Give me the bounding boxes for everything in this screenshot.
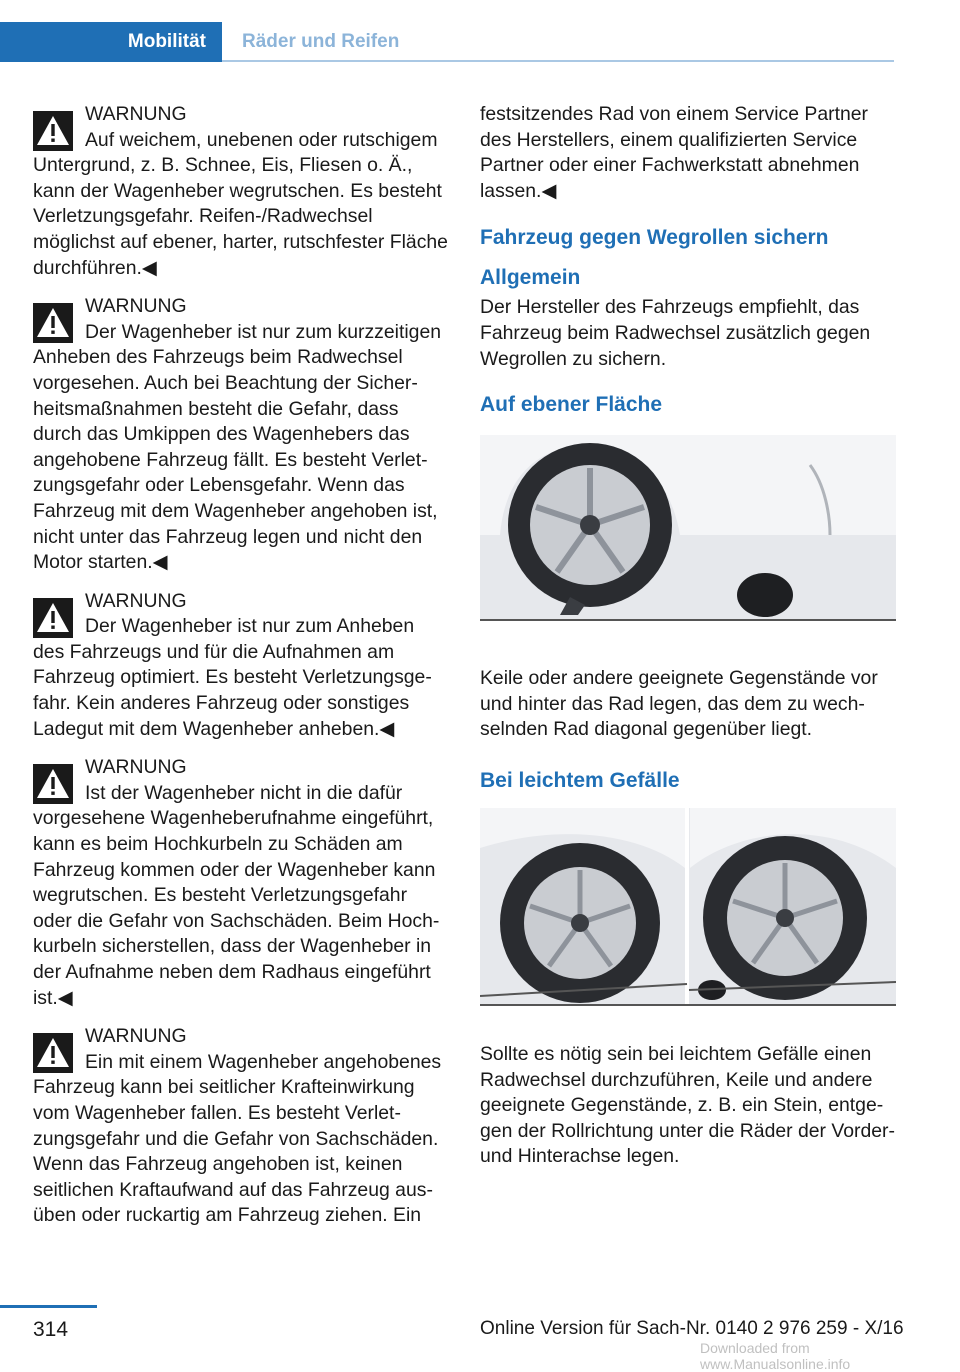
warning-text: Fahrzeug kann bei seitlicher Krafteinwirkung vom Wagenheber fallen. Es besteht Verletzungsgefahr und die Gefahr von Sachschäden. Wenn das Fahrzeug angehoben ist, keinen seitlichen Kraftaufwand auf das Fahrzeug ausüben oder ruckartig am Fahrzeug ziehen. Ein [33,1076,439,1227]
warning-text: des Fahrzeugs und für die Aufnahmen am Fahrzeug optimiert. Es besteht Verletzungsgefahr. Kein anderes Fahrzeug oder sonstiges Ladegut mit dem Wagenheber anheben.◀ [33,640,432,740]
left-column [33,102,449,1242]
general-text: Der Hersteller des Fahrzeugs empfiehlt, das Fahrzeug beim Radwechsel zusätzlich gegen Wegrollen zu sichern. [480,296,871,370]
wheel-chock-slope-image [480,808,896,1006]
continuation-text: festsitzendes Rad von einem Service Partner des Herstellers, einem qualifizierten Service Partner oder einer Fachwerkstatt abnehmen lassen.◀ [480,103,869,202]
slope-text: Sollte es nötig sein bei leichtem Gefälle einen Radwechsel durchzuführen, Keile und andere geeignete Gegenstände, z. B. ein Stein, entgegen der Rollrichtung unter die Räder der Vorder- und Hinterachse legen. [480,1042,895,1168]
warning-label: WARNUNG [85,589,187,612]
subheading-gefaelle: Bei leichtem Gefälle [480,768,680,792]
watermark-text: Downloaded from www.Manualsonline.info [700,1340,851,1372]
warning-block-4 [33,755,449,1011]
warning-text: vorgesehene Wagenheberufnahme eingeführt, kann es beim Hochkurbeln zu Schäden am Fahrzeug kommen oder der Wagenheber kann wegrutschen. Es besteht Verletzungsgefahr oder die Gefahr von Sachschäden. Beim Hochkurbeln sicherstellen, dass der Wagenheber in der Aufnahme neben dem Radhaus eingeführt ist.◀ [33,807,440,1009]
warning-block-5 [33,1024,449,1229]
warning-triangle-icon [33,111,73,151]
subheading-ebene-flaeche: Auf ebener Fläche [480,393,663,417]
warning-block-1 [33,102,449,281]
warning-text: Untergrund, z. B. Schnee, Eis, Fliesen o. Ä., kann der Wagenheber wegrutschen. Es besteht Verletzungsgefahr. Reifen-/Radwechsel möglichst auf ebener, harter, rutschfester Fläche durchführen.◀ [33,154,448,279]
wheel-chock-flat-image [480,435,896,621]
header-rule [222,60,894,62]
warning-text-first: Der Wagenheber ist nur zum Anheben [85,615,415,638]
subheading-allgemein: Allgemein [480,266,581,290]
warning-triangle-icon [33,303,73,343]
page-number: 314 [33,1318,69,1341]
section-heading: Fahrzeug gegen Wegrollen sichern [480,226,829,250]
warning-triangle-icon [33,764,73,804]
warning-text: Anheben des Fahrzeugs beim Radwechsel vorgesehen. Auch bei Beachtung der Sicherheitsmaßnahmen besteht die Gefahr, dass durch das Umkippen des Wagenhebers das angehobene Fahrzeug fällt. Es besteht Verletzungsgefahr oder Lebensgefahr. Wenn das Fahrzeug mit dem Wagenheber angehoben ist, nicht unter das Fahrzeug legen und nicht den Motor starten.◀ [33,346,438,574]
warning-label: WARNUNG [85,756,187,779]
warning-label: WARNUNG [85,103,187,125]
flat-text: Keile oder andere geeignete Gegenstände vor und hinter das Rad legen, das dem zu wechselnden Rad diagonal gegenüber liegt. [480,667,878,741]
warning-triangle-icon [33,598,73,638]
warning-label: WARNUNG [85,1025,187,1048]
warning-text-first: Ein mit einem Wagenheber angehobenes [85,1050,442,1073]
warning-text-first: Auf weichem, unebenen oder rutschigem [85,128,438,151]
warning-triangle-icon [33,1033,73,1073]
page-header [0,22,894,62]
right-column [480,102,896,1170]
warning-text-first: Ist der Wagenheber nicht in die dafür [85,781,403,804]
warning-block-3 [33,589,449,743]
warning-block-2 [33,294,449,576]
header-tab-mobilitaet[interactable]: Mobilität [0,22,222,62]
online-version-text: Online Version für Sach-Nr. 0140 2 976 259 - X/16 [480,1318,904,1339]
header-section-title[interactable]: Räder und Reifen [242,31,400,52]
footer-rule [0,1305,97,1308]
warning-text-first: Der Wagenheber ist nur zum kurzzeitigen [85,320,442,343]
warning-label: WARNUNG [85,295,187,318]
